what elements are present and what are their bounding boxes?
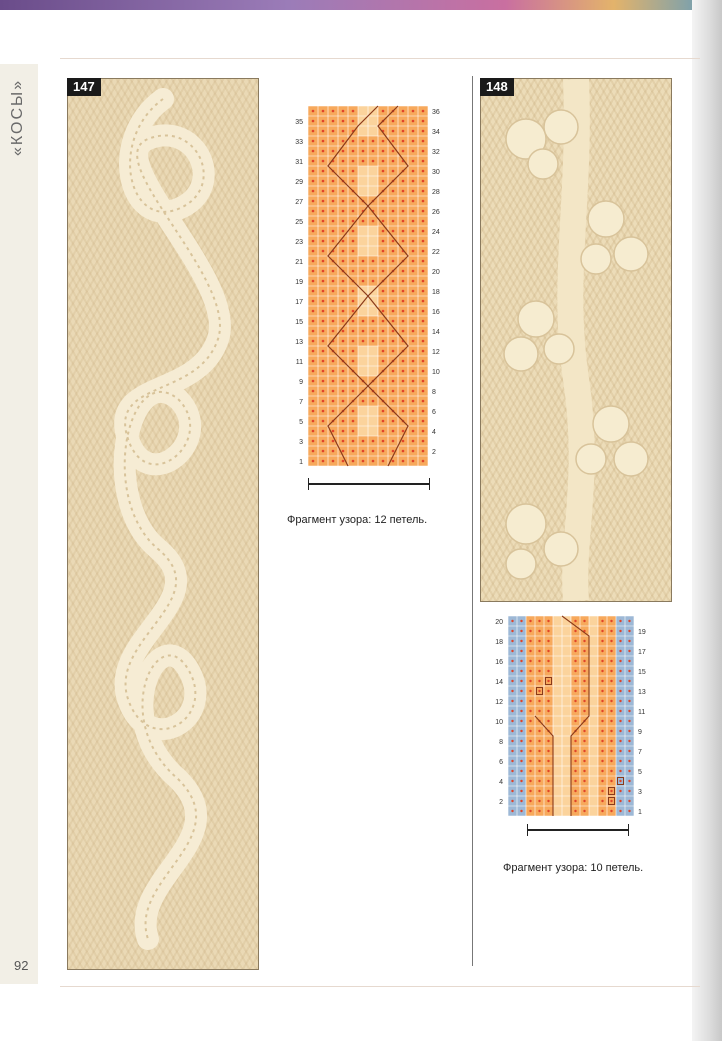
page-number: 92	[14, 958, 29, 973]
chart-147-row-label: 2	[432, 449, 436, 456]
pattern-147-caption: Фрагмент узора: 12 петель.	[287, 514, 428, 526]
chart-148-row-label: 13	[638, 689, 646, 696]
chart-147-row-label: 36	[432, 109, 440, 116]
chart-148-row-label: 14	[495, 679, 503, 686]
pattern-147-number: 147	[67, 78, 101, 96]
chart-148-row-label: 17	[638, 649, 646, 656]
chart-148-row-label: 7	[638, 749, 642, 756]
chart-148-row-label: 1	[638, 809, 642, 816]
chart-147-row-label: 33	[295, 139, 303, 146]
chart-148-row-label: 15	[638, 669, 646, 676]
chart-148-row-label: 16	[495, 659, 503, 666]
page-edge-shadow	[692, 0, 722, 1041]
chart-147-row-label: 27	[295, 199, 303, 206]
pattern-147-chart	[288, 100, 458, 470]
chart-148-row-label: 18	[495, 639, 503, 646]
chart-147-row-label: 24	[432, 229, 440, 236]
pattern-148-chart	[488, 610, 668, 820]
bottom-rule	[60, 986, 700, 987]
top-rule	[60, 58, 700, 59]
chart-147-grid	[308, 106, 428, 466]
chart-147-row-label: 34	[432, 129, 440, 136]
chart-147-row-label: 6	[432, 409, 436, 416]
column-divider	[472, 76, 473, 966]
chart-147-row-label: 1	[299, 459, 303, 466]
chart-148-row-label: 19	[638, 629, 646, 636]
chart-147-row-label: 28	[432, 189, 440, 196]
chart-147-row-label: 17	[295, 299, 303, 306]
chart-148-row-label: 12	[495, 699, 503, 706]
chart-147-row-label: 21	[295, 259, 303, 266]
chart-148-row-label: 11	[638, 709, 646, 716]
chart-147-row-label: 35	[295, 119, 303, 126]
chart-147-row-label: 13	[295, 339, 303, 346]
pattern-148-bobble-illustration	[481, 79, 671, 601]
chart-147-row-label: 7	[299, 399, 303, 406]
pattern-148-repeat-bracket	[527, 824, 629, 836]
pattern-148-photo	[480, 78, 672, 602]
chart-147-row-label: 14	[432, 329, 440, 336]
pattern-147-photo	[67, 78, 259, 970]
top-decorative-strip	[0, 0, 722, 10]
chart-148-row-label: 8	[499, 739, 503, 746]
chart-147-row-label: 30	[432, 169, 440, 176]
chart-147-row-label: 18	[432, 289, 440, 296]
chart-147-row-label: 22	[432, 249, 440, 256]
chart-148-row-label: 4	[499, 779, 503, 786]
chart-147-row-label: 16	[432, 309, 440, 316]
chart-147-row-label: 23	[295, 239, 303, 246]
chart-147-row-label: 32	[432, 149, 440, 156]
side-band	[0, 64, 38, 984]
chart-147-row-label: 19	[295, 279, 303, 286]
chart-148-row-label: 2	[499, 799, 503, 806]
chart-147-row-label: 3	[299, 439, 303, 446]
pattern-147-repeat-bracket	[308, 478, 430, 490]
chart-147-row-label: 29	[295, 179, 303, 186]
chart-148-row-label: 10	[495, 719, 503, 726]
chart-148-row-label: 5	[638, 769, 642, 776]
chart-147-row-label: 25	[295, 219, 303, 226]
pattern-148-caption: Фрагмент узора: 10 петель.	[503, 862, 644, 874]
pattern-148-number: 148	[480, 78, 514, 96]
chart-147-row-label: 4	[432, 429, 436, 436]
chart-147-row-label: 26	[432, 209, 440, 216]
chart-147-row-label: 31	[295, 159, 303, 166]
chart-147-row-label: 20	[432, 269, 440, 276]
chart-147-row-label: 11	[295, 359, 303, 366]
chart-147-row-label: 8	[432, 389, 436, 396]
chart-148-row-label: 9	[638, 729, 642, 736]
chart-147-row-label: 12	[432, 349, 440, 356]
chart-148-row-label: 3	[638, 789, 642, 796]
section-title: «КОСЫ»	[9, 78, 26, 156]
chart-147-row-label: 5	[299, 419, 303, 426]
chart-147-row-label: 9	[299, 379, 303, 386]
chart-148-row-label: 20	[495, 619, 503, 626]
chart-147-row-label: 15	[295, 319, 303, 326]
chart-147-row-label: 10	[432, 369, 440, 376]
pattern-147-cable-illustration	[68, 79, 258, 969]
chart-148-row-label: 6	[499, 759, 503, 766]
